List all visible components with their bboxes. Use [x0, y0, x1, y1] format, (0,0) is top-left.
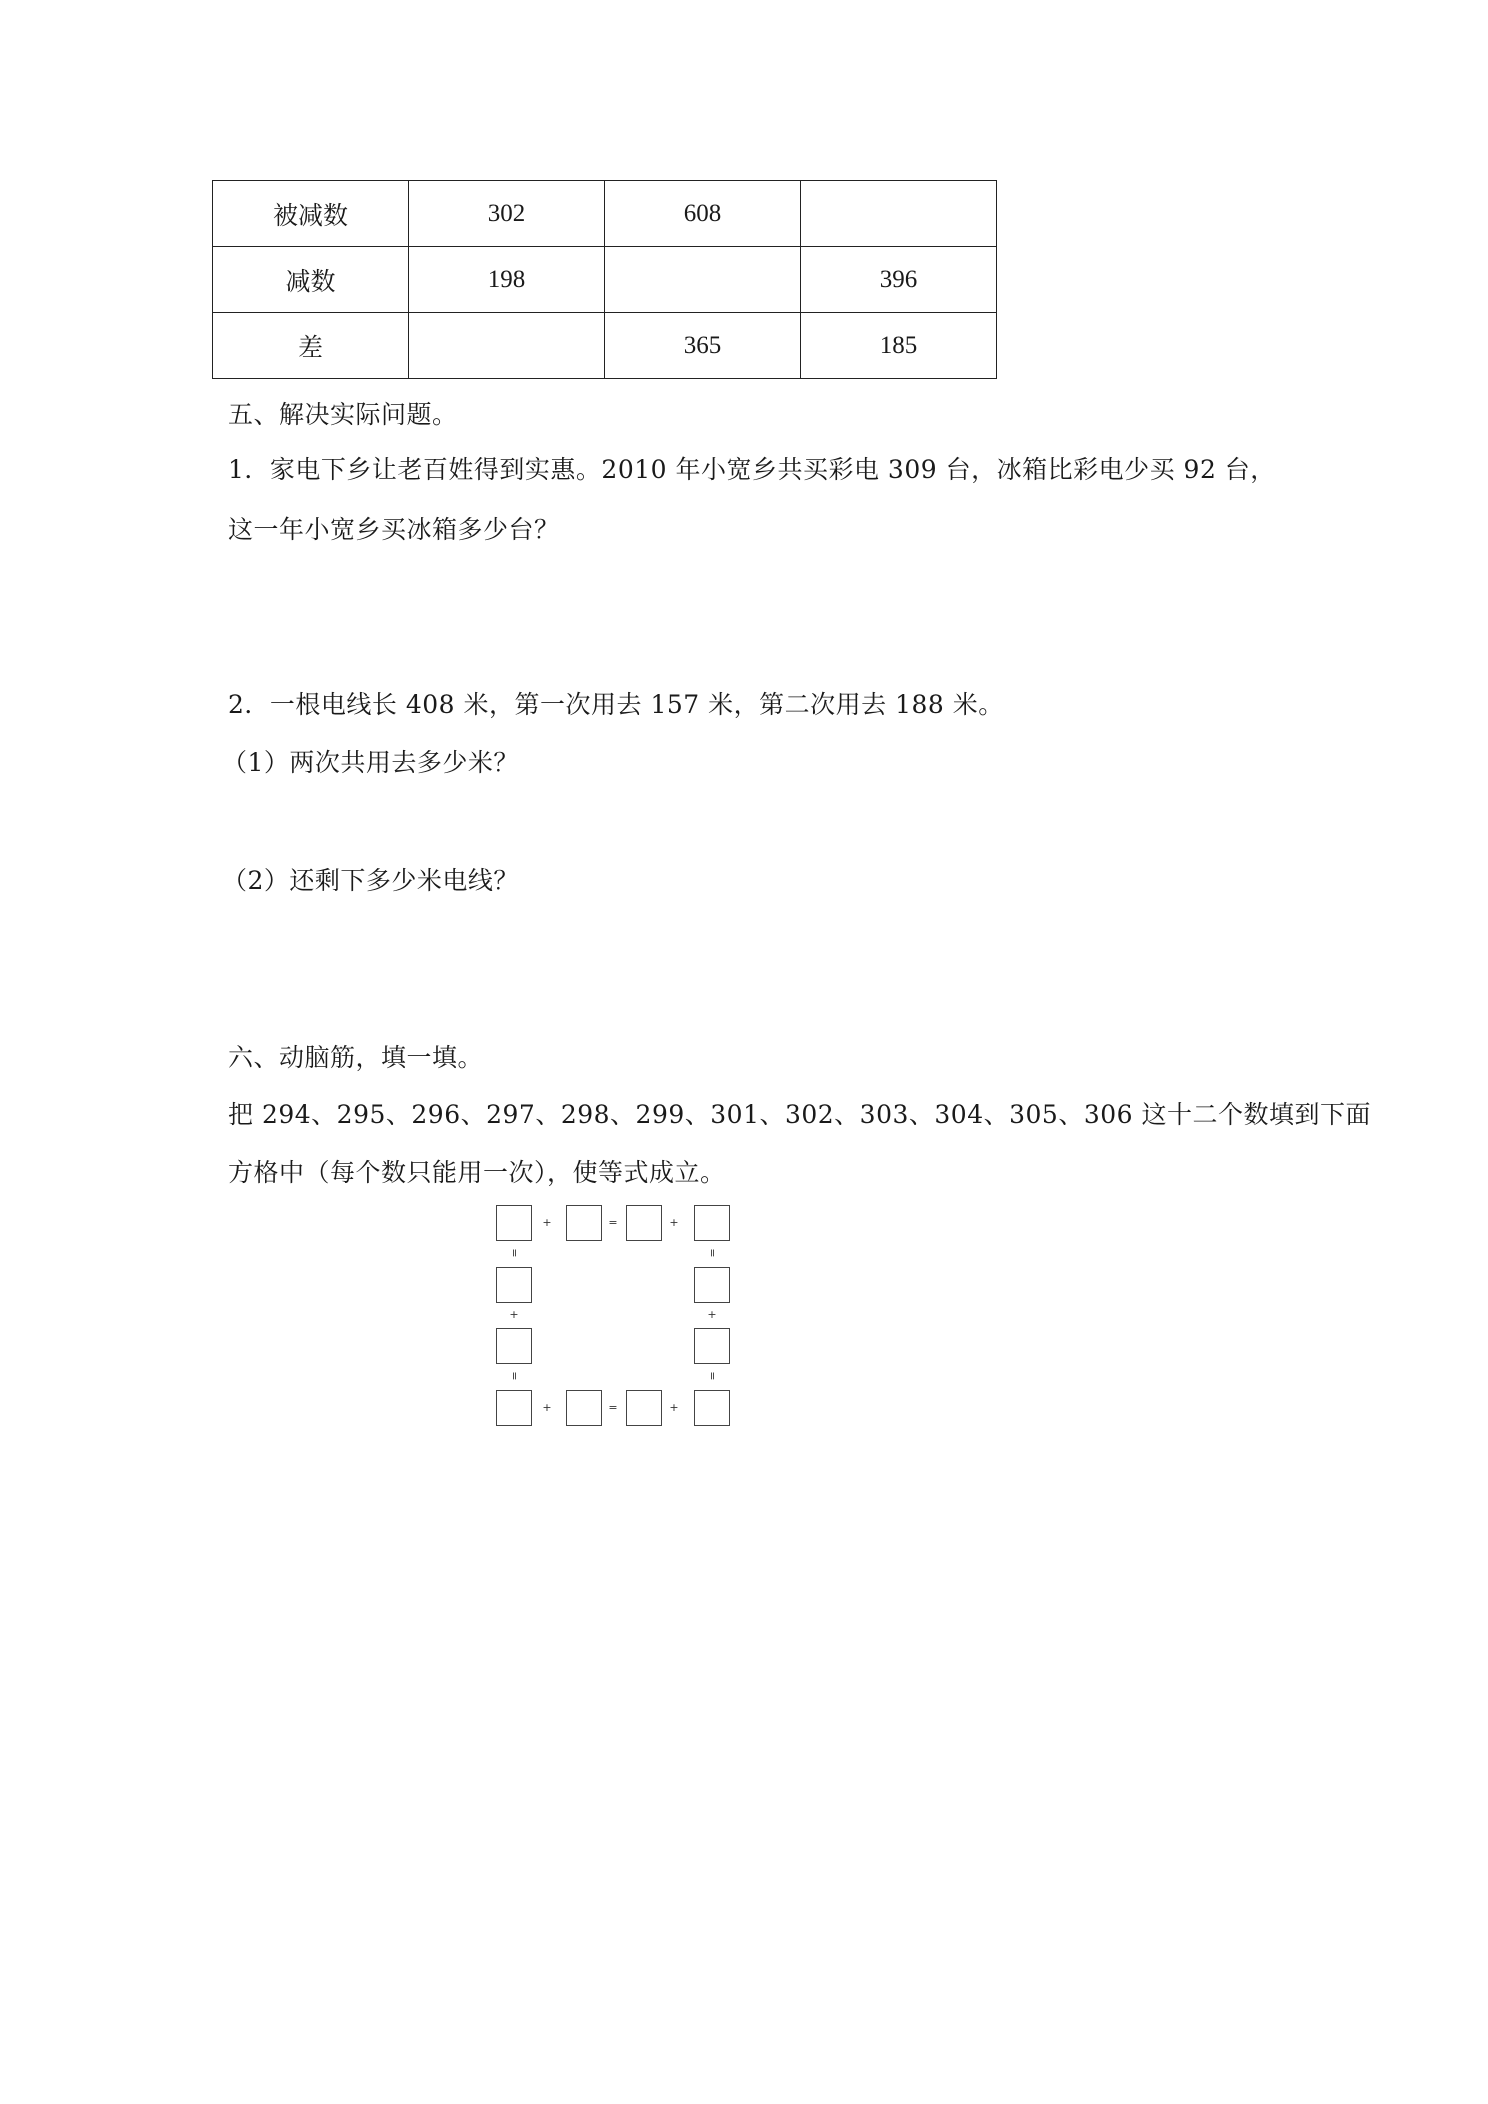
plus-sign: +: [669, 1401, 679, 1414]
equals-sign: =: [608, 1216, 618, 1229]
subtraction-table: [212, 180, 997, 379]
puzzle-box[interactable]: [496, 1328, 532, 1364]
section-6-instruction-line-1: 把 294、295、296、297、298、299、301、302、303、304、305、306 这十二个数填到下面: [228, 1100, 1372, 1129]
puzzle-box[interactable]: [694, 1328, 730, 1364]
section-6-instruction-line-2: 方格中（每个数只能用一次），使等式成立。: [228, 1158, 726, 1187]
puzzle-box[interactable]: [566, 1390, 602, 1426]
equals-sign: =: [706, 1371, 719, 1381]
row-label: 减数: [213, 247, 409, 313]
puzzle-box[interactable]: [694, 1390, 730, 1426]
table-cell[interactable]: [605, 247, 801, 313]
equals-sign: =: [608, 1401, 618, 1414]
question-2-sub-2: （2）还剩下多少米电线？: [222, 866, 519, 895]
table-row: [213, 247, 997, 313]
plus-sign: +: [669, 1216, 679, 1229]
equals-sign: =: [508, 1248, 521, 1258]
table-cell[interactable]: 365: [605, 313, 801, 379]
question-1-line-1: 1．家电下乡让老百姓得到实惠。2010 年小宽乡共买彩电 309 台，冰箱比彩电少买 92 台，: [228, 455, 1276, 484]
question-2-sub-1: （1）两次共用去多少米？: [222, 748, 519, 777]
plus-sign: +: [707, 1308, 717, 1321]
table-row: [213, 181, 997, 247]
equals-sign: =: [508, 1371, 521, 1381]
plus-sign: +: [542, 1401, 552, 1414]
table-row: [213, 313, 997, 379]
table-cell[interactable]: [409, 313, 605, 379]
puzzle-box[interactable]: [496, 1205, 532, 1241]
section-5-heading: 五、解决实际问题。: [228, 400, 458, 429]
question-1-line-2: 这一年小宽乡买冰箱多少台？: [228, 515, 560, 544]
row-label: 差: [213, 313, 409, 379]
puzzle-box[interactable]: [566, 1205, 602, 1241]
puzzle-box[interactable]: [626, 1205, 662, 1241]
question-2-line-1: 2．一根电线长 408 米，第一次用去 157 米，第二次用去 188 米。: [228, 690, 1004, 719]
puzzle-box[interactable]: [496, 1390, 532, 1426]
plus-sign: +: [509, 1308, 519, 1321]
table-cell[interactable]: 608: [605, 181, 801, 247]
table-cell[interactable]: 396: [801, 247, 997, 313]
puzzle-box[interactable]: [694, 1267, 730, 1303]
table-cell[interactable]: [801, 181, 997, 247]
equals-sign: =: [706, 1248, 719, 1258]
puzzle-box[interactable]: [694, 1205, 730, 1241]
puzzle-box[interactable]: [626, 1390, 662, 1426]
row-label: 被减数: [213, 181, 409, 247]
table-cell[interactable]: 302: [409, 181, 605, 247]
number-square-puzzle: [496, 1205, 746, 1435]
section-6-heading: 六、动脑筋，填一填。: [228, 1043, 484, 1072]
table-cell[interactable]: 185: [801, 313, 997, 379]
table-cell[interactable]: 198: [409, 247, 605, 313]
plus-sign: +: [542, 1216, 552, 1229]
puzzle-box[interactable]: [496, 1267, 532, 1303]
